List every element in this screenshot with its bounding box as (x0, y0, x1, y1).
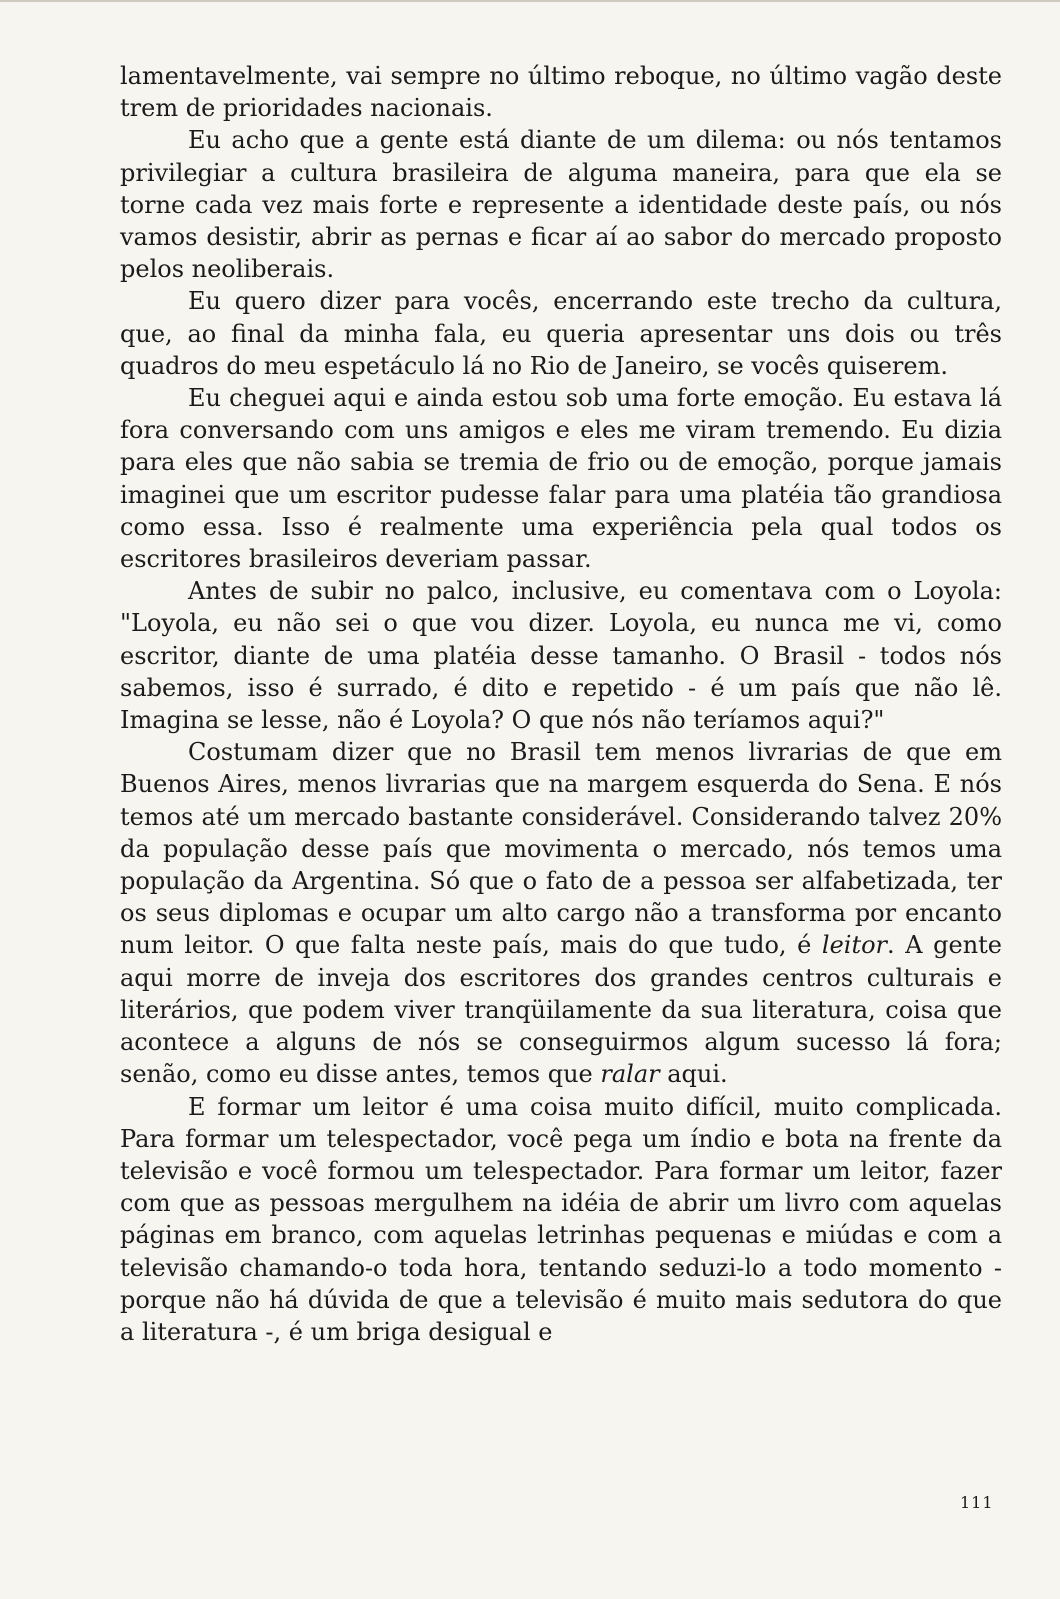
paragraph-text: Antes de subir no palco, inclusive, eu comentava com o Loyola: "Loyola, eu não sei o que vou dizer. Loyola, eu nunca me vi, como escritor, diante de uma platéia desse tamanho. O Brasil - todos nós sabemos, isso é surrado, é dito e repetido - é um país que não lê. Imagina se lesse, não é Loyola? O que nós não teríamos aqui?" (120, 577, 1002, 735)
paragraph-text: aqui. (659, 1060, 728, 1089)
paragraph-cultura (120, 285, 1002, 382)
paragraph-text: Eu acho que a gente está diante de um dilema: ou nós tentamos privilegiar a cultura brasileira de alguma maneira, para que ela se torne cada vez mais forte e represente a identidade deste país, ou nós vamos desistir, abrir as pernas e ficar aí ao sabor do mercado proposto pelos neoliberais. (120, 126, 1002, 284)
page-number: 111 (960, 1493, 994, 1512)
paragraph-formar-leitor (120, 1091, 1002, 1349)
paragraph-emocao (120, 382, 1002, 575)
page-top-edge (0, 0, 1060, 2)
paragraph-loyola (120, 575, 1002, 736)
paragraph-text: E formar um leitor é uma coisa muito difícil, muito complicada. Para formar um telespectador, você pega um índio e bota na frente da televisão e você formou um telespectador. Para formar um leitor, fazer com que as pessoas mergulhem na idéia de abrir um livro com aquelas páginas em branco, com aquelas letrinhas pequenas e miúdas e com a televisão chamando-o toda hora, tentando seduzi-lo a todo momento - porque não há dúvida de que a televisão é muito mais sedutora do que a literatura -, é um briga desigual e (120, 1092, 1002, 1346)
italic-word-ralar: ralar (600, 1060, 660, 1089)
italic-word-leitor: leitor (821, 931, 888, 960)
paragraph-text: . A gente aqui morre de inveja dos escritores dos grandes centros culturais e literários, que podem viver tranqüilamente da sua literatura, coisa que acontece a alguns de nós se conseguirmos algum sucesso lá fora; senão, como eu disse antes, temos que (120, 931, 1003, 1089)
paragraph-text: lamentavelmente, vai sempre no último reboque, no último vagão deste trem de prioridades nacionais. (120, 62, 1002, 123)
paragraph-continued (120, 60, 1002, 124)
paragraph-dilema (120, 124, 1002, 285)
paragraph-text: Eu cheguei aqui e ainda estou sob uma forte emoção. Eu estava lá fora conversando com uns amigos e eles me viram tremendo. Eu dizia para eles que não sabia se tremia de frio ou de emoção, porque jamais imaginei que um escritor pudesse falar para uma platéia tão grandiosa como essa. Isso é realmente uma experiência pela qual todos os escritores brasileiros deveriam passar. (120, 384, 1002, 574)
paragraph-text: Eu quero dizer para vocês, encerrando este trecho da cultura, que, ao final da minha fala, eu queria apresentar uns dois ou três quadros do meu espetáculo lá no Rio de Janeiro, se vocês quiserem. (120, 287, 1002, 380)
paragraph-text: Costumam dizer que no Brasil tem menos livrarias de que em Buenos Aires, menos livrarias que na margem esquerda do Sena. E nós temos até um mercado bastante considerável. Considerando talvez 20% da população desse país que movimenta o mercado, nós temos uma população da Argentina. Só que o fato de a pessoa ser alfabetizada, ter os seus diplomas e ocupar um alto cargo não a transforma por encanto num leitor. O que falta neste país, mais do que tudo, é (120, 738, 1002, 960)
page-body-text (120, 60, 1002, 1348)
paragraph-livrarias (120, 736, 1002, 1090)
